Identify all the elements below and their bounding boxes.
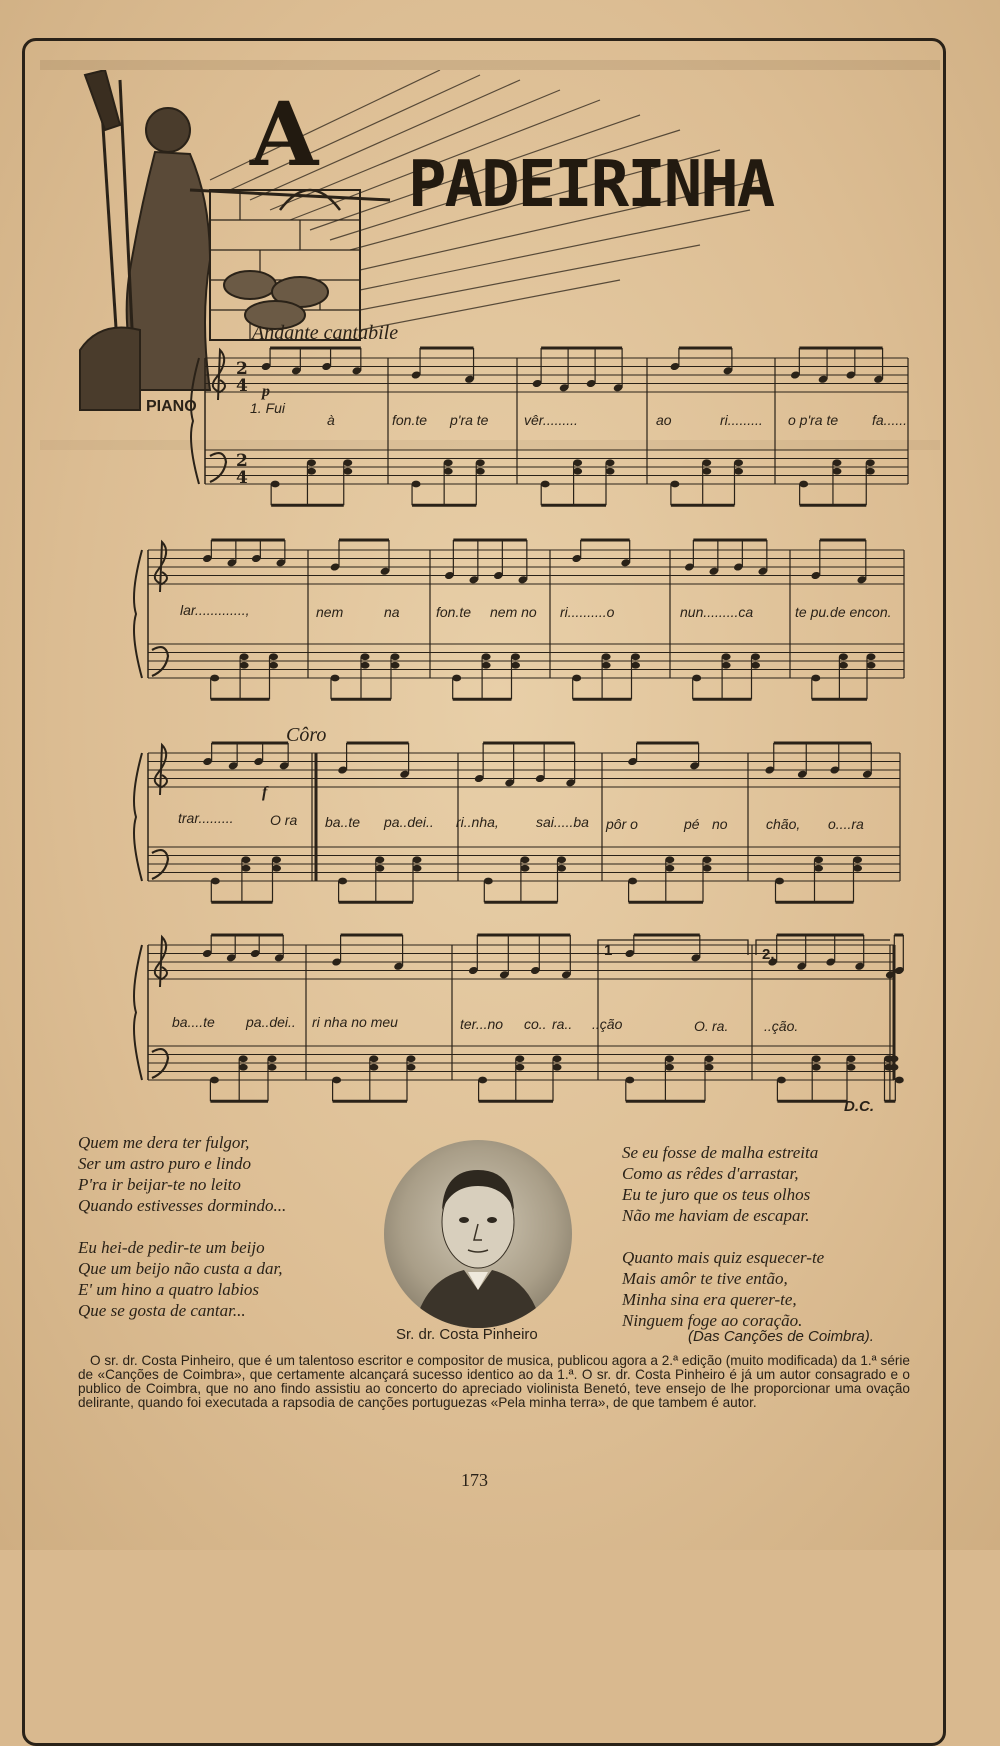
bass-note: [853, 856, 862, 863]
lyric-syllable: ba....te: [172, 1014, 215, 1030]
bass-note: [867, 653, 876, 660]
instrument-label: PIANO: [146, 398, 197, 415]
bass-note: [391, 653, 400, 660]
bass-note: [734, 468, 743, 475]
source-note: (Das Canções de Coimbra).: [688, 1328, 874, 1345]
lyric-syllable: co..: [524, 1016, 547, 1032]
stanza: [622, 1142, 824, 1226]
lyric-syllable: na: [384, 604, 400, 620]
verse-line: Quando estivesses dormindo...: [78, 1196, 287, 1215]
bass-note: [557, 865, 566, 872]
bass-note: [239, 1064, 248, 1071]
verses-left: [78, 1132, 286, 1342]
lyric-syllable: nha no meu: [324, 1014, 398, 1030]
lyric-syllable: chão,: [766, 816, 801, 832]
dynamic-forte: f: [262, 784, 268, 801]
verse-line: Quem me dera ter fulgor,: [78, 1133, 250, 1152]
lyric-syllable: pa..dei..: [246, 1014, 296, 1030]
verse-line: Quanto mais quiz esquecer-te: [622, 1248, 825, 1267]
bass-note: [811, 675, 820, 682]
bass-note: [520, 856, 529, 863]
bass-note: [553, 1064, 562, 1071]
portrait-caption: Sr. dr. Costa Pinheiro: [396, 1326, 538, 1343]
bass-note: [482, 653, 491, 660]
lyric-syllable: ri..nha,: [456, 814, 499, 830]
bass-note: [520, 865, 529, 872]
bass-note: [751, 662, 760, 669]
portrait-figure: [384, 1140, 572, 1328]
bass-note: [606, 459, 615, 466]
bass-note: [269, 653, 278, 660]
bass-note: [832, 468, 841, 475]
time-signature: 2: [236, 451, 248, 471]
bass-note: [625, 1077, 634, 1084]
bass-note: [413, 856, 422, 863]
lyric-syllable: ri..........o: [560, 604, 615, 620]
system-brace: [191, 358, 199, 484]
lyric-syllable: nun.........ca: [680, 604, 754, 620]
lyric-syllable: pa..dei..: [384, 814, 434, 830]
lyric-syllable: ri.........: [720, 412, 763, 428]
lyric-syllable: ba..te: [325, 814, 361, 830]
bass-note: [866, 468, 875, 475]
bass-note: [482, 662, 491, 669]
bass-note: [361, 662, 370, 669]
article-paragraph: O sr. dr. Costa Pinheiro, que é um talentoso escritor e compositor de musica, publicou agora a 2.ª edição (muito modificada) da 1.ª série de «Canções de Coimbra», que certamente alcançará sucesso identico ao da 1.ª. O sr. dr. Costa Pinheiro é já um autor consagrado e o publico de Coimbra, que no ano findo assistiu ao concerto do apreciado violinista Benetó, teve ensejo de lhe proporcionar uma ovação delirante, quando foi executada a rapsodia de canções portuguezas «Pela minha terra», de que tambem é autor.: [78, 1353, 910, 1410]
lyric-syllable: o....ra: [828, 816, 864, 832]
bass-note: [777, 1077, 786, 1084]
lyric-syllable: lar.............,: [180, 602, 250, 618]
lyric-syllable: vêr.........: [524, 412, 578, 428]
bass-note: [895, 1077, 904, 1084]
bass-note: [338, 878, 347, 885]
bass-note: [853, 865, 862, 872]
bass-note: [702, 468, 711, 475]
bass-note: [271, 481, 280, 488]
first-ending-bracket: [598, 940, 748, 955]
bass-note: [332, 1077, 341, 1084]
bass-note: [343, 468, 352, 475]
bass-note: [884, 1055, 893, 1062]
da-capo: D.C.: [844, 1098, 874, 1115]
bass-note: [703, 856, 712, 863]
bass-note: [665, 1064, 674, 1071]
bass-note: [444, 459, 453, 466]
stanza: [78, 1132, 286, 1216]
first-ending-label: 1: [604, 942, 613, 959]
bass-note: [444, 468, 453, 475]
bass-note: [867, 662, 876, 669]
lyric-syllable: ri: [312, 1014, 320, 1030]
lyric-syllable: O.: [694, 1018, 709, 1034]
bass-note: [515, 1055, 524, 1062]
chorus-label: Côro: [286, 724, 327, 746]
title-letter-a: A: [250, 82, 321, 186]
bass-note: [602, 653, 611, 660]
bass-note: [240, 653, 249, 660]
bass-note: [665, 1055, 674, 1062]
lyric-syllable: sai.....ba: [536, 814, 589, 830]
lyric-syllable: ra.: [712, 1018, 729, 1034]
lyric-syllable: ra..: [552, 1016, 573, 1032]
bass-note: [240, 662, 249, 669]
bass-note: [665, 865, 674, 872]
bass-note: [307, 459, 316, 466]
lyric-syllable: ..ção: [592, 1016, 623, 1032]
bass-note: [705, 1064, 714, 1071]
bass-note: [511, 653, 520, 660]
bass-note: [369, 1055, 378, 1062]
bass-note: [343, 459, 352, 466]
bass-note: [812, 1055, 821, 1062]
second-ending-bracket: [756, 940, 890, 955]
verse-line: Que um beijo não custa a dar,: [78, 1259, 283, 1278]
stanza: [622, 1247, 824, 1331]
bass-note: [515, 1064, 524, 1071]
verse-line: Não me haviam de escapar.: [622, 1206, 810, 1225]
bass-note: [268, 1064, 277, 1071]
bass-note: [369, 1064, 378, 1071]
bass-note: [705, 1055, 714, 1062]
bass-note: [775, 878, 784, 885]
bass-note: [557, 856, 566, 863]
bass-note: [839, 653, 848, 660]
lyric-syllable: nem: [316, 604, 344, 620]
lyric-syllable: nem no: [490, 604, 537, 620]
title-word: PADEIRINHA: [408, 148, 774, 222]
verse-line: Ser um astro puro e lindo: [78, 1154, 251, 1173]
bass-note: [272, 865, 281, 872]
bass-note: [631, 653, 640, 660]
stanza: [78, 1237, 286, 1321]
system-brace: [134, 753, 142, 881]
bass-note: [375, 865, 384, 872]
bass-note: [884, 1064, 893, 1071]
bass-note: [272, 856, 281, 863]
lyric-syllable: trar.........: [178, 810, 234, 826]
bass-note: [812, 1064, 821, 1071]
bass-note: [631, 662, 640, 669]
verses-right: [622, 1142, 824, 1352]
system-brace: [134, 945, 142, 1080]
lyric-syllable: o p'ra te: [788, 412, 839, 428]
lyric-syllable: 1. Fui: [250, 400, 286, 416]
bass-note: [476, 459, 485, 466]
verse-line: Mais amôr te tive então,: [622, 1269, 788, 1288]
bass-note: [847, 1055, 856, 1062]
tempo-marking: Andante cantabile: [252, 322, 399, 344]
lyric-syllable: fa......: [872, 412, 908, 428]
bass-note: [241, 865, 250, 872]
bass-note: [478, 1077, 487, 1084]
verse-line: Minha sina era querer-te,: [622, 1290, 797, 1309]
lyric-syllable: p'ra te: [450, 412, 489, 428]
system-brace: [134, 550, 142, 678]
bass-note: [722, 653, 731, 660]
lyric-syllable: ter...no: [460, 1016, 504, 1032]
bass-note: [553, 1055, 562, 1062]
verse-line: Como as rêdes d'arrastar,: [622, 1164, 799, 1183]
bass-note: [814, 856, 823, 863]
bass-note: [269, 662, 278, 669]
bass-note: [692, 675, 701, 682]
page-number: 173: [461, 1470, 488, 1490]
bass-note: [703, 865, 712, 872]
lyric-syllable: ..ção.: [764, 1018, 799, 1034]
bass-note: [722, 662, 731, 669]
bass-note: [847, 1064, 856, 1071]
lyric-syllable: O ra: [270, 812, 298, 828]
bass-note: [268, 1055, 277, 1062]
bass-note: [628, 878, 637, 885]
bass-note: [407, 1055, 416, 1062]
bass-note: [573, 459, 582, 466]
bass-note: [511, 662, 520, 669]
bass-note: [839, 662, 848, 669]
bass-note: [799, 481, 808, 488]
bass-note: [211, 878, 220, 885]
dynamic-piano: p: [262, 383, 270, 400]
verse-line: P'ra ir beijar-te no leito: [78, 1175, 241, 1194]
bass-note: [476, 468, 485, 475]
time-signature: 4: [236, 376, 248, 396]
bass-note: [407, 1064, 416, 1071]
bass-note: [391, 662, 400, 669]
bass-note: [751, 653, 760, 660]
second-ending-label: 2.: [762, 946, 775, 963]
lyric-syllable: à: [327, 412, 335, 428]
bass-note: [210, 675, 219, 682]
verse-line: Que se gosta de cantar...: [78, 1301, 246, 1320]
bass-note: [361, 653, 370, 660]
bass-note: [665, 856, 674, 863]
verse-line: Se eu fosse de malha estreita: [622, 1143, 819, 1162]
bass-note: [375, 856, 384, 863]
verse-line: Ninguem foge ao coração.: [622, 1311, 803, 1330]
verse-line: Eu hei-de pedir-te um beijo: [78, 1238, 265, 1257]
time-signature: 4: [236, 468, 248, 488]
lyric-syllable: fon.te: [392, 412, 428, 428]
bass-note: [602, 662, 611, 669]
bass-note: [866, 459, 875, 466]
bass-note: [452, 675, 461, 682]
bass-note: [734, 459, 743, 466]
bass-note: [573, 468, 582, 475]
bass-note: [413, 865, 422, 872]
bass-note: [412, 481, 421, 488]
verse-line: Eu te juro que os teus olhos: [622, 1185, 811, 1204]
lyric-syllable: te pu.de encon.: [795, 604, 892, 620]
bass-note: [307, 468, 316, 475]
bass-note: [572, 675, 581, 682]
portrait-photo: [384, 1140, 572, 1328]
bass-note: [702, 459, 711, 466]
bass-note: [814, 865, 823, 872]
bass-note: [670, 481, 679, 488]
bass-note: [210, 1077, 219, 1084]
bass-note: [484, 878, 493, 885]
bass-note: [606, 468, 615, 475]
bass-note: [541, 481, 550, 488]
lyric-syllable: pé: [684, 816, 700, 832]
bass-note: [241, 856, 250, 863]
bass-note: [239, 1055, 248, 1062]
bass-note: [331, 675, 340, 682]
lyric-syllable: no: [712, 816, 728, 832]
lyric-syllable: pôr o: [606, 816, 638, 832]
lyric-syllable: ao: [656, 412, 672, 428]
time-signature: 2: [236, 359, 248, 379]
verse-line: E' um hino a quatro labios: [78, 1280, 260, 1299]
lyric-syllable: fon.te: [436, 604, 472, 620]
bass-note: [832, 459, 841, 466]
